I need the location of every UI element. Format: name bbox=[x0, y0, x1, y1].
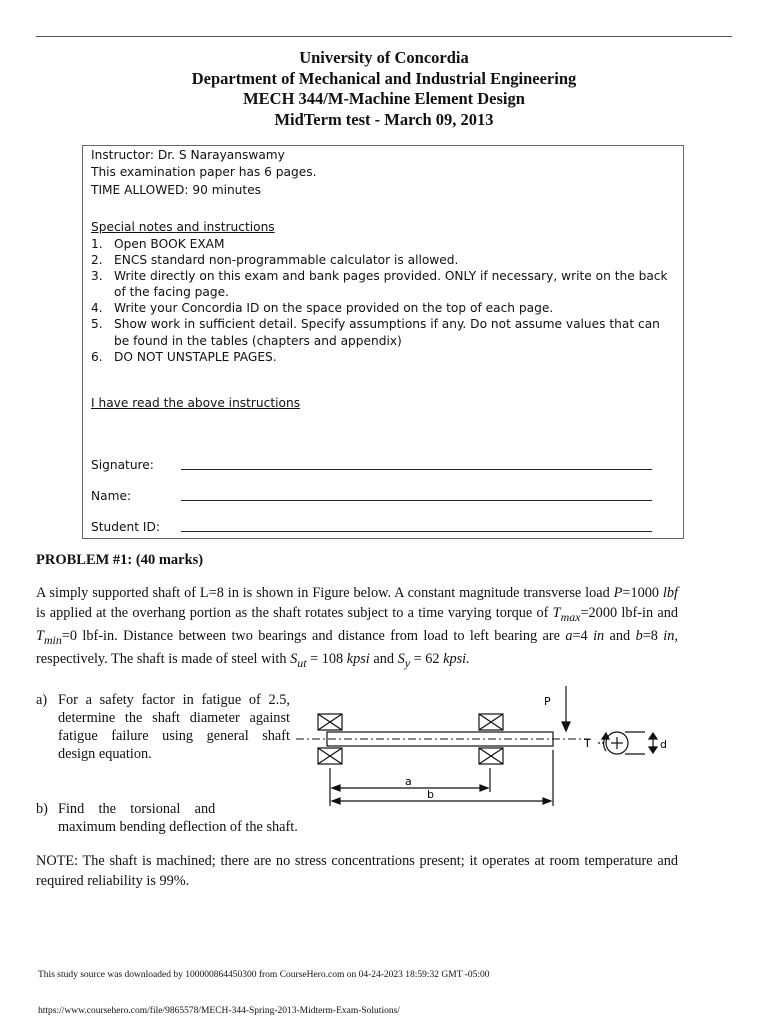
name-row bbox=[91, 488, 181, 504]
problem-title: PROBLEM #1: (40 marks) bbox=[36, 552, 204, 568]
read-statement: I have read the above instructions bbox=[91, 396, 301, 410]
signature-field[interactable] bbox=[181, 469, 652, 470]
top-rule bbox=[36, 36, 732, 37]
instruction-item: 4. Write your Concordia ID on the space provided on the top of each page. bbox=[91, 301, 554, 316]
instruction-item: 6. DO NOT UNSTAPLE PAGES. bbox=[91, 349, 277, 364]
diameter-label: d bbox=[660, 738, 667, 751]
dimension-a-label: a bbox=[405, 775, 412, 788]
source-url[interactable]: https://www.coursehero.com/file/9865578/MECH-344-Spring-2013-Midterm-Exam-Solutions/ bbox=[38, 1006, 400, 1016]
name-field[interactable] bbox=[181, 500, 652, 501]
cross-section-icon bbox=[598, 732, 657, 754]
shaft-figure bbox=[290, 680, 710, 810]
dimension-b-label: b bbox=[427, 788, 434, 801]
instruction-item: 2. ENCS standard non-programmable calculator is allowed. bbox=[91, 253, 459, 268]
student-id-field[interactable] bbox=[181, 531, 652, 532]
instructions-box bbox=[82, 145, 684, 539]
university-name: University of Concordia bbox=[299, 48, 469, 67]
problem-statement: A simply supported shaft of L=8 in is shown in Figure below. A constant magnitude transverse load P=1000 lbf is applied at the overhang portion as the shaft rotates subject to a time varying torque of $T_{max}=2000$ lbf-in and $T_{min}=0$ lbf-in. Distance between two bearings and distance from load to left bearing are a=4 in and b=8 in, respectively. The shaft is made of steel with $S_{ut} = 108$ kpsi and $S_y = 62$ kpsi. bbox=[36, 585, 678, 671]
question-b-text-line2: maximum bending deflection of the shaft. bbox=[58, 819, 298, 835]
time-allowed-line: TIME ALLOWED: 90 minutes bbox=[91, 183, 262, 197]
question-b-text-line1: Find the torsional and bbox=[58, 801, 216, 817]
notes-title: Special notes and instructions bbox=[91, 220, 275, 234]
student-id-label: Student ID: bbox=[91, 520, 160, 534]
student-id-row bbox=[91, 519, 181, 535]
download-note: This study source was downloaded by 100000864450300 from CourseHero.com on 04-24-2023 18:59:32 GMT -05:00 bbox=[38, 970, 490, 980]
right-bearing-top-icon bbox=[479, 714, 503, 730]
instructions-list bbox=[91, 236, 671, 365]
left-bearing-top-icon bbox=[318, 714, 342, 730]
signature-row bbox=[91, 457, 181, 473]
test-date: MidTerm test - March 09, 2013 bbox=[274, 109, 494, 129]
right-bearing-bottom-icon bbox=[479, 748, 503, 764]
instruction-item: 5. Show work in sufficient detail. Specify assumptions if any. Do not assume values that can be found in the tables (chapters and appendix) bbox=[91, 317, 660, 348]
load-label: P bbox=[544, 695, 551, 708]
question-a bbox=[36, 691, 296, 781]
torque-label: T bbox=[584, 737, 591, 750]
signature-label: Signature: bbox=[91, 458, 154, 472]
instruction-item: 1. Open BOOK EXAM bbox=[91, 237, 225, 251]
instruction-item: 3. Write directly on this exam and bank pages provided. ONLY if necessary, write on the back of the facing page. bbox=[91, 269, 668, 300]
instructor-line: Instructor: Dr. S Narayanswamy bbox=[91, 148, 285, 162]
load-arrow-icon bbox=[562, 686, 570, 731]
name-label: Name: bbox=[91, 489, 132, 503]
course-name: MECH 344/M-Machine Element Design bbox=[243, 89, 525, 108]
left-bearing-bottom-icon bbox=[318, 748, 342, 764]
question-a-marker: a) bbox=[36, 692, 48, 708]
exam-header bbox=[0, 48, 768, 130]
department-name: Department of Mechanical and Industrial Engineering bbox=[191, 68, 577, 88]
problem-note: NOTE: The shaft is machined; there are no stress concentrations present; it operates at room temperature and required reliability is 99%. bbox=[36, 853, 678, 889]
dimension-b-arrow bbox=[332, 798, 551, 804]
question-b-marker: b) bbox=[36, 801, 48, 817]
pages-line: This examination paper has 6 pages. bbox=[91, 165, 317, 179]
question-a-text: For a safety factor in fatigue of 2.5, determine the shaft diameter against fatigue failure using general shaft design equation. bbox=[58, 692, 290, 762]
